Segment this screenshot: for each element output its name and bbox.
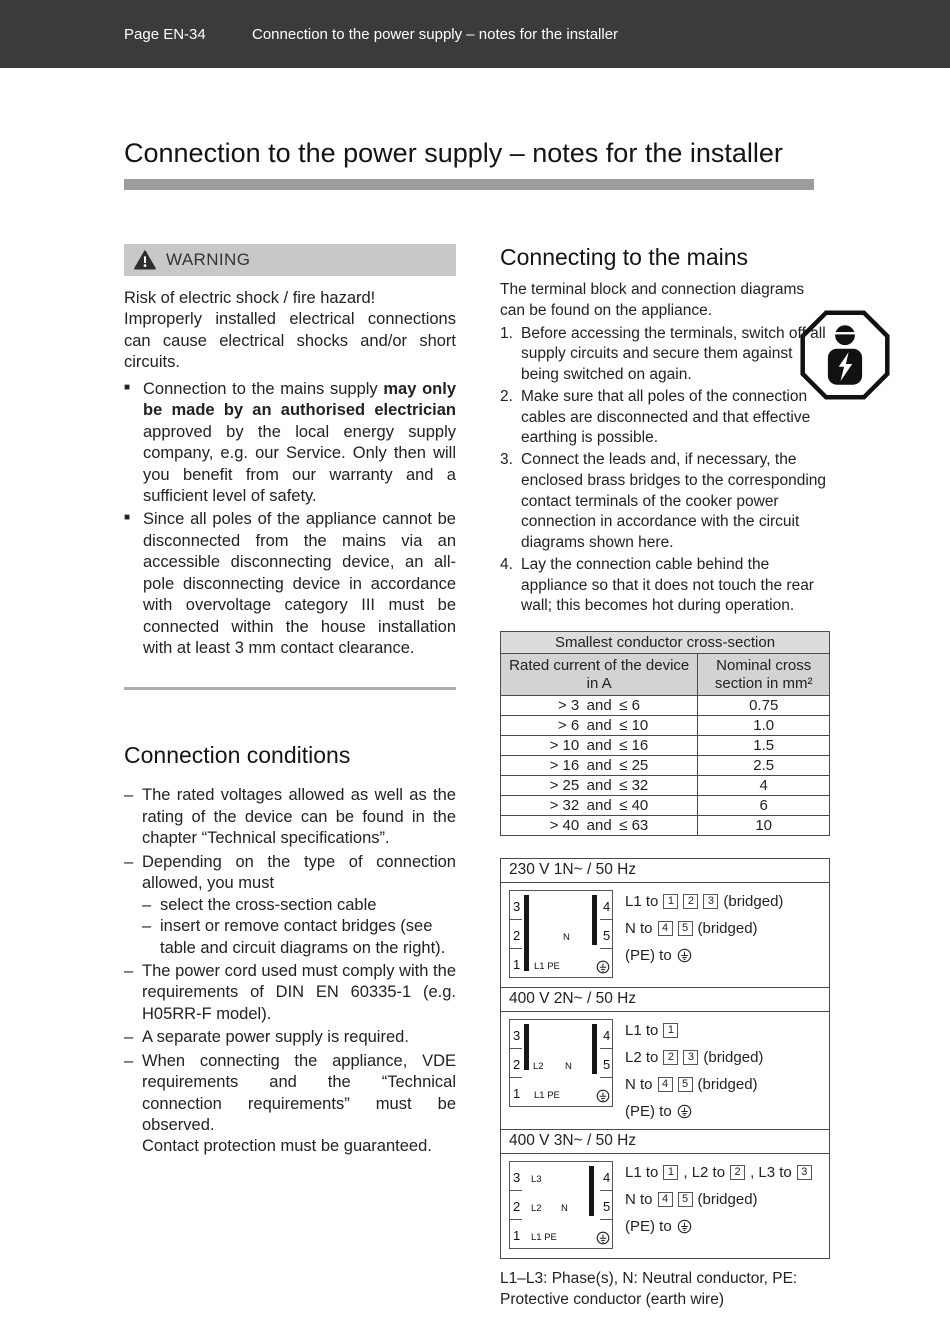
title-underline	[124, 179, 814, 190]
table-title: Smallest conductor cross-section	[501, 632, 830, 654]
range-gt: > 16	[549, 756, 580, 774]
range-gt: > 40	[549, 816, 580, 834]
warning-label: WARNING	[166, 250, 251, 269]
value-cell: 0.75	[698, 695, 830, 715]
diagram-body	[501, 883, 829, 987]
bridge-bar	[524, 895, 529, 971]
mains-step-3	[500, 450, 830, 554]
range-and: and	[586, 756, 612, 774]
topbar-title: Connection to the power supply – notes for the installer	[252, 25, 619, 43]
columns	[124, 244, 830, 1311]
voltage-header: 400 V 2N~ / 50 Hz	[501, 987, 829, 1012]
terminal-chip: 3	[797, 1165, 812, 1180]
range-cell	[501, 735, 698, 755]
range-and: and	[586, 736, 612, 754]
neutral-label: N	[561, 1202, 568, 1214]
range-cell	[501, 715, 698, 735]
terminal-diagram-400v-3n	[509, 1161, 613, 1249]
range-gt: > 3	[557, 696, 580, 714]
condition-item-3: – The power cord used must comply with the requirements of DIN EN 60335-1 (e.g. H05RR-F model).	[124, 961, 456, 1025]
warning-bullet-1	[124, 379, 456, 508]
range-gt: > 10	[549, 736, 580, 754]
connection-line	[625, 1076, 823, 1093]
line-text: L2 to	[625, 1048, 659, 1066]
condition-item-5	[124, 1051, 456, 1158]
terminal-number: 3	[513, 898, 521, 914]
terminal-diagram-230v	[509, 890, 613, 978]
connection-line	[625, 1049, 823, 1066]
range-gt: > 6	[557, 716, 580, 734]
range-cell	[501, 755, 698, 775]
range-cell	[501, 815, 698, 835]
warning-bullet-2: ■ Since all poles of the appliance cannot be disconnected from the mains via an accessible disconnecting device, an all-pole disconnecting device in accordance with overvoltage category III must be connected within the house installation with at least 3 mm contact clearance.	[124, 509, 456, 659]
warning-icon	[134, 250, 156, 270]
terminal-number: 4	[603, 1027, 611, 1043]
connection-line	[625, 1103, 823, 1120]
range-le: ≤ 40	[619, 796, 649, 814]
terminal-number: 3	[513, 1169, 521, 1185]
terminal-number: 5	[603, 1198, 611, 1214]
bridge-bar	[592, 895, 597, 945]
range-le: ≤ 25	[619, 756, 649, 774]
table-row	[501, 815, 830, 835]
diagram-section-400v-3n	[501, 1129, 829, 1258]
left-column	[124, 244, 456, 1311]
range-and: and	[586, 716, 612, 734]
connection-line	[625, 1164, 823, 1181]
phase-pe-label: L1 PE	[534, 960, 560, 972]
terminal-number: 3	[513, 1027, 521, 1043]
mains-intro: The terminal block and connection diagrams can be found on the appliance.	[500, 281, 805, 319]
terminal-number: 4	[603, 898, 611, 914]
diagram-body	[501, 1012, 829, 1129]
bridge-bar	[589, 1166, 594, 1216]
range-le: ≤ 32	[619, 776, 649, 794]
neutral-label: N	[563, 931, 570, 943]
title-block	[124, 138, 814, 190]
warning-description: Improperly installed electrical connections can cause electrical shocks and/or short circuits.	[124, 310, 456, 372]
connection-lines	[625, 1161, 823, 1249]
connecting-to-mains-heading: Connecting to the mains	[500, 244, 749, 270]
terminal-diagram-400v-2n	[509, 1019, 613, 1107]
terminal-chip: 4	[658, 1192, 673, 1207]
terminal-chip: 4	[658, 921, 673, 936]
condition-item-2	[124, 852, 456, 959]
condition-item-1: – The rated voltages allowed as well as the rating of the device can be found in the chapter “Technical specifications”.	[124, 785, 456, 849]
line-text: L1 to	[625, 892, 659, 910]
range-and: and	[586, 776, 612, 794]
line-text: N to	[625, 1190, 653, 1208]
connection-line	[625, 1022, 823, 1039]
line-text: (PE) to	[625, 1102, 672, 1120]
range-le: ≤ 10	[619, 716, 649, 734]
bullet-bold-text: may only be made by an authorised electrician	[143, 379, 456, 420]
value-cell: 1.5	[698, 735, 830, 755]
value-cell: 4	[698, 775, 830, 795]
topbar	[0, 0, 950, 68]
terminal-number: 2	[513, 1056, 521, 1072]
voltage-header: 230 V 1N~ / 50 Hz	[501, 859, 829, 883]
range-le: ≤ 16	[619, 736, 649, 754]
page-number-label: Page EN-34	[124, 25, 206, 43]
step-text: Before accessing the terminals, switch off all supply circuits and secure them against being switched on again.	[521, 324, 826, 384]
earth-icon	[677, 1219, 692, 1234]
terminal-number: 4	[603, 1169, 611, 1185]
terminal-chip: 5	[678, 1077, 693, 1092]
connection-line	[625, 1191, 823, 1208]
step-text: Connect the leads and, if necessary, the enclosed brass bridges to the corresponding contact terminals of the cooker power connection in accordance with the circuit diagrams shown here.	[521, 451, 827, 552]
mains-step-2	[500, 387, 830, 449]
step-number: 4.	[500, 555, 513, 573]
step-text: Lay the connection cable behind the appliance so that it does not touch the rear wall; this becomes hot during operation.	[521, 555, 814, 615]
connection-line	[625, 920, 823, 937]
condition-item-2-sub-2: – insert or remove contact bridges (see table and circuit diagrams on the right).	[142, 916, 456, 959]
diagram-footnote: L1–L3: Phase(s), N: Neutral conductor, PE: Protective conductor (earth wire)	[500, 1269, 798, 1308]
warning-banner	[124, 244, 456, 276]
section-divider	[124, 687, 456, 690]
range-le: ≤ 63	[619, 816, 649, 834]
conductor-table	[500, 631, 830, 836]
condition-item-4: – A separate power supply is required.	[124, 1027, 456, 1048]
range-and: and	[586, 696, 612, 714]
condition-item-2-sub-1: – select the cross-section cable	[142, 895, 456, 916]
column-header-cross-section: Nominal cross section in mm²	[698, 654, 830, 696]
step-text: Make sure that all poles of the connection cables are disconnected and that effective earthing is possible.	[521, 387, 811, 447]
line-text: L1 to	[625, 1163, 659, 1181]
table-row	[501, 755, 830, 775]
table-row	[501, 715, 830, 735]
value-cell: 6	[698, 795, 830, 815]
value-cell: 10	[698, 815, 830, 835]
line-text: (bridged)	[697, 919, 758, 937]
range-gt: > 25	[549, 776, 580, 794]
terminal-number: 5	[603, 1056, 611, 1072]
phase-label: L3	[531, 1173, 542, 1185]
connection-line	[625, 1218, 823, 1235]
content	[0, 138, 950, 1311]
terminal-chip: 2	[663, 1050, 678, 1065]
warning-risk-line: Risk of electric shock / fire hazard!	[124, 289, 376, 307]
terminal-number: 1	[513, 1227, 521, 1243]
diagram-body	[501, 1154, 829, 1258]
page-title: Connection to the power supply – notes for the installer	[124, 138, 783, 168]
step-number: 1.	[500, 324, 513, 342]
earth-icon	[677, 1104, 692, 1119]
phase-pe-label: L1 PE	[534, 1089, 560, 1101]
table-row	[501, 795, 830, 815]
terminal-number: 1	[513, 956, 521, 972]
terminal-number: 2	[513, 927, 521, 943]
step-number: 2.	[500, 387, 513, 405]
column-header-rated-current: Rated current of the device in A	[501, 654, 698, 696]
line-text: (bridged)	[723, 892, 784, 910]
range-and: and	[586, 816, 612, 834]
connection-line	[625, 893, 823, 910]
table-row	[501, 695, 830, 715]
terminal-number: 5	[603, 927, 611, 943]
diagram-section-400v-2n	[501, 987, 829, 1129]
connection-lines	[625, 1019, 823, 1120]
condition-item-5-continuation: Contact protection must be guaranteed.	[142, 1137, 432, 1156]
terminal-chip: 1	[663, 1023, 678, 1038]
connection-conditions-heading: Connection conditions	[124, 742, 351, 769]
terminal-number: 2	[513, 1198, 521, 1214]
mains-step-1	[500, 324, 830, 386]
mains-step-4	[500, 555, 830, 617]
value-cell: 1.0	[698, 715, 830, 735]
mains-steps	[500, 324, 830, 618]
terminal-chip: 3	[703, 894, 718, 909]
table-row	[501, 775, 830, 795]
connection-line	[625, 947, 823, 964]
line-text: (PE) to	[625, 946, 672, 964]
line-text: (bridged)	[697, 1075, 758, 1093]
terminal-chip: 5	[678, 921, 693, 936]
table-title-row	[501, 632, 830, 654]
right-column	[500, 244, 830, 1311]
terminal-chip: 2	[683, 894, 698, 909]
condition-item-2-text: Depending on the type of connection allowed, you must	[142, 852, 456, 893]
bullet-text: Connection to the mains supply	[143, 379, 384, 398]
line-text: N to	[625, 1075, 653, 1093]
range-gt: > 32	[549, 796, 580, 814]
bridge-bar	[592, 1024, 597, 1074]
terminal-number: 1	[513, 1085, 521, 1101]
table-header-row	[501, 654, 830, 696]
line-text: L1 to	[625, 1021, 659, 1039]
voltage-header: 400 V 3N~ / 50 Hz	[501, 1129, 829, 1154]
neutral-label: N	[565, 1060, 572, 1072]
line-text: (bridged)	[703, 1048, 764, 1066]
bridge-bar	[524, 1024, 529, 1070]
earth-icon	[677, 948, 692, 963]
phase-pe-label: L1 PE	[531, 1231, 557, 1243]
line-text: (bridged)	[697, 1190, 758, 1208]
terminal-chip: 5	[678, 1192, 693, 1207]
terminal-chip: 2	[730, 1165, 745, 1180]
line-text: , L3 to	[750, 1163, 792, 1181]
line-text: (PE) to	[625, 1217, 672, 1235]
phase-label: L2	[533, 1060, 544, 1072]
terminal-chip: 3	[683, 1050, 698, 1065]
circuit-diagram-box	[500, 858, 830, 1259]
step-number: 3.	[500, 451, 513, 469]
condition-item-5-text: When connecting the appliance, VDE requirements and the “Technical connection requirements” must be observed.	[142, 1051, 456, 1134]
range-cell	[501, 795, 698, 815]
line-text: N to	[625, 919, 653, 937]
range-cell	[501, 775, 698, 795]
warning-bullets	[124, 379, 456, 660]
range-and: and	[586, 796, 612, 814]
connection-lines	[625, 890, 823, 978]
diagram-section-230v	[501, 859, 829, 987]
range-cell	[501, 695, 698, 715]
table-row	[501, 735, 830, 755]
bullet-text: approved by the local energy supply company, e.g. our Service. Only then will you benefit from our warranty and a sufficient level of safety.	[143, 422, 456, 505]
range-le: ≤ 6	[619, 696, 640, 714]
phase-label: L2	[531, 1202, 542, 1214]
line-text: , L2 to	[683, 1163, 726, 1181]
value-cell: 2.5	[698, 755, 830, 775]
terminal-chip: 1	[663, 1165, 678, 1180]
terminal-chip: 4	[658, 1077, 673, 1092]
terminal-chip: 1	[663, 894, 678, 909]
